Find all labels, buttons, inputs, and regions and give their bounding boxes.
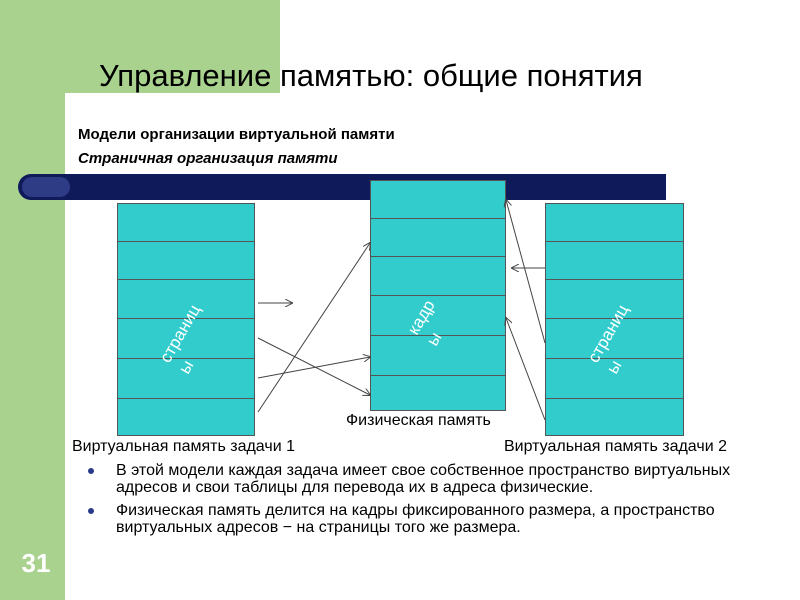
physical-memory-label: Физическая память (346, 412, 491, 429)
bullet-item (88, 462, 748, 496)
mapping-arrow (506, 200, 545, 343)
right-column-label: страниц ы (583, 301, 633, 377)
middle-column-label: кадр ы (403, 296, 446, 349)
bullet-text: В этой модели каждая задача имеет свое собственное пространство виртуальных адресов и свои таблицы для перевода их в адреса физические. (116, 462, 731, 496)
virtual-memory-task1-label: Виртуальная память задачи 1 (72, 438, 295, 455)
bullet-dot-icon (88, 508, 94, 514)
bullet-dot-icon (88, 468, 94, 474)
left-column-label: страниц ы (155, 301, 205, 377)
mapping-arrow (258, 357, 370, 378)
slide-number: 31 (21, 548, 51, 578)
bullet-list (88, 462, 748, 542)
slide-subtitle-italic: Страничная организация памяти (78, 150, 338, 167)
slide-subtitle: Модели организации виртуальной памяти (78, 126, 395, 143)
mapping-arrow (506, 318, 545, 420)
bullet-text: Физическая память делится на кадры фиксированного размера, а пространство виртуальных адресов − на страницы того же размера. (116, 502, 715, 536)
bullet-item (88, 502, 748, 536)
virtual-memory-task2-label: Виртуальная память задачи 2 (504, 438, 727, 455)
slide-title: Управление памятью: общие понятия (99, 58, 643, 93)
